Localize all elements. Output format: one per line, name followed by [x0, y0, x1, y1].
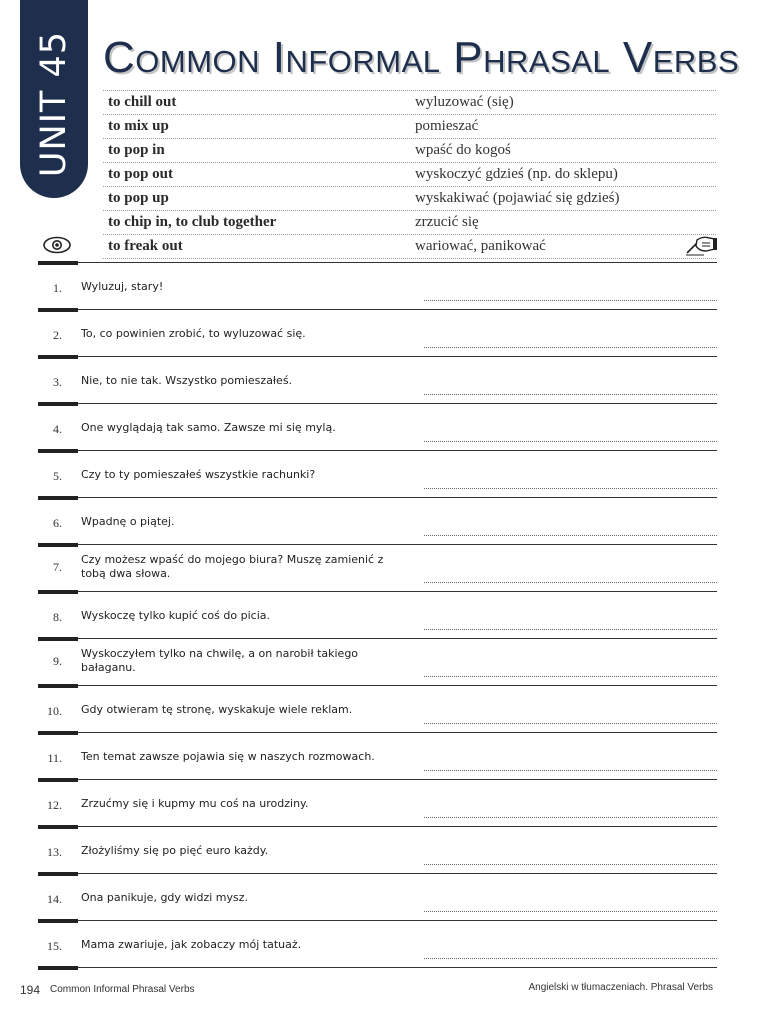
unit-label: UNIT 45: [34, 30, 74, 178]
vocab-row: [103, 187, 716, 211]
answer-line[interactable]: [424, 864, 717, 865]
exercise-text: Ona panikuje, gdy widzi mysz.: [81, 891, 248, 904]
exercise-number: 7.: [53, 560, 62, 574]
vocab-polish: wyskakiwać (pojawiać się gdzieś): [415, 190, 620, 206]
vocab-row: [103, 139, 716, 163]
footer-book-title: Angielski w tłumaczeniach. Phrasal Verbs: [528, 982, 713, 993]
exercise-row: [38, 356, 717, 403]
exercise-number: 2.: [53, 328, 62, 342]
exercise-text: Nie, to nie tak. Wszystko pomieszałeś.: [81, 374, 293, 387]
answer-line[interactable]: [424, 911, 717, 912]
exercise-text: Wpadnę o piątej.: [81, 515, 175, 528]
answer-line[interactable]: [424, 441, 717, 442]
exercise-text: Mama zwariuje, jak zobaczy mój tatuaż.: [81, 938, 302, 951]
exercise-text: Czy możesz wpaść do mojego biura? Muszę zamienić z tobą dwa słowa.: [81, 553, 384, 580]
answer-line[interactable]: [424, 394, 717, 395]
exercise-row: [38, 779, 717, 826]
list-bottom-rule: [38, 967, 717, 968]
vocab-row: [103, 163, 716, 187]
footer-section-title: Common Informal Phrasal Verbs: [50, 984, 195, 995]
exercise-number: 9.: [53, 654, 62, 668]
exercise-text: Wyskoczę tylko kupić coś do picia.: [81, 609, 270, 622]
exercise-text: To, co powinien zrobić, to wyluzować się.: [81, 327, 306, 340]
exercise-text: Wyskoczyłem tylko na chwilę, a on narobił takiego bałaganu.: [81, 647, 359, 674]
vocab-polish: wariować, panikować: [415, 238, 546, 254]
answer-line[interactable]: [424, 723, 717, 724]
answer-line[interactable]: [424, 958, 717, 959]
answer-line[interactable]: [424, 676, 717, 677]
exercise-number: 5.: [53, 469, 62, 483]
exercise-row: [38, 450, 717, 497]
exercise-row: [38, 262, 717, 309]
vocab-polish: wyskoczyć gdzieś (np. do sklepu): [415, 166, 618, 182]
writing-hand-icon: [684, 231, 718, 257]
exercise-row: [38, 544, 717, 591]
unit-tab: [20, 0, 88, 198]
answer-line[interactable]: [424, 300, 717, 301]
answer-line[interactable]: [424, 347, 717, 348]
exercise-text: Czy to ty pomieszałeś wszystkie rachunki?: [81, 468, 316, 481]
vocab-english: to pop up: [108, 190, 169, 206]
vocab-polish: pomieszać: [415, 118, 479, 134]
exercise-number: 10.: [47, 704, 62, 718]
vocab-polish: zrzucić się: [415, 214, 479, 230]
answer-line[interactable]: [424, 582, 717, 583]
exercise-number: 8.: [53, 610, 62, 624]
eye-icon: [42, 236, 72, 254]
exercise-number: 12.: [47, 798, 62, 812]
exercise-row: [38, 591, 717, 638]
vocab-row: [103, 90, 716, 115]
answer-line[interactable]: [424, 488, 717, 489]
exercise-row: [38, 732, 717, 779]
exercise-text: Ten temat zawsze pojawia się w naszych rozmowach.: [81, 750, 375, 763]
exercise-row: [38, 826, 717, 873]
vocab-polish: wpaść do kogoś: [415, 142, 511, 158]
vocab-english: to chill out: [108, 94, 177, 110]
answer-line[interactable]: [424, 770, 717, 771]
page-title: Common Informal Phrasal Verbs: [103, 33, 740, 82]
vocab-english: to pop out: [108, 166, 174, 182]
exercise-row: [38, 920, 717, 967]
exercise-number: 1.: [53, 281, 62, 295]
exercise-text: Zrzućmy się i kupmy mu coś na urodziny.: [81, 797, 309, 810]
exercise-list: [38, 262, 717, 968]
vocabulary-table: [103, 90, 716, 259]
answer-line[interactable]: [424, 817, 717, 818]
exercise-row: [38, 638, 717, 685]
vocab-polish: wyluzować (się): [415, 94, 514, 110]
vocab-english: to pop in: [108, 142, 165, 158]
exercise-row: [38, 403, 717, 450]
exercise-row: [38, 309, 717, 356]
exercise-number: 14.: [47, 892, 62, 906]
exercise-row: [38, 873, 717, 920]
exercise-number: 6.: [53, 516, 62, 530]
exercise-number: 13.: [47, 845, 62, 859]
exercise-text: Gdy otwieram tę stronę, wyskakuje wiele reklam.: [81, 703, 353, 716]
exercise-text: One wyglądają tak samo. Zawsze mi się mylą.: [81, 421, 336, 434]
exercise-text: Złożyliśmy się po pięć euro każdy.: [81, 844, 269, 857]
vocab-row: [103, 235, 716, 259]
answer-line[interactable]: [424, 535, 717, 536]
vocab-row: [103, 211, 716, 235]
page-number: 194: [20, 983, 41, 997]
exercise-row: [38, 497, 717, 544]
vocab-row: [103, 115, 716, 139]
exercise-number: 3.: [53, 375, 62, 389]
exercise-number: 15.: [47, 939, 62, 953]
vocab-english: to chip in, to club together: [108, 214, 277, 230]
exercise-number: 11.: [47, 751, 62, 765]
exercise-text: Wyluzuj, stary!: [81, 280, 164, 293]
exercise-row: [38, 685, 717, 732]
answer-line[interactable]: [424, 629, 717, 630]
exercise-number: 4.: [53, 422, 62, 436]
vocab-english: to mix up: [108, 118, 169, 134]
vocab-english: to freak out: [108, 238, 183, 254]
